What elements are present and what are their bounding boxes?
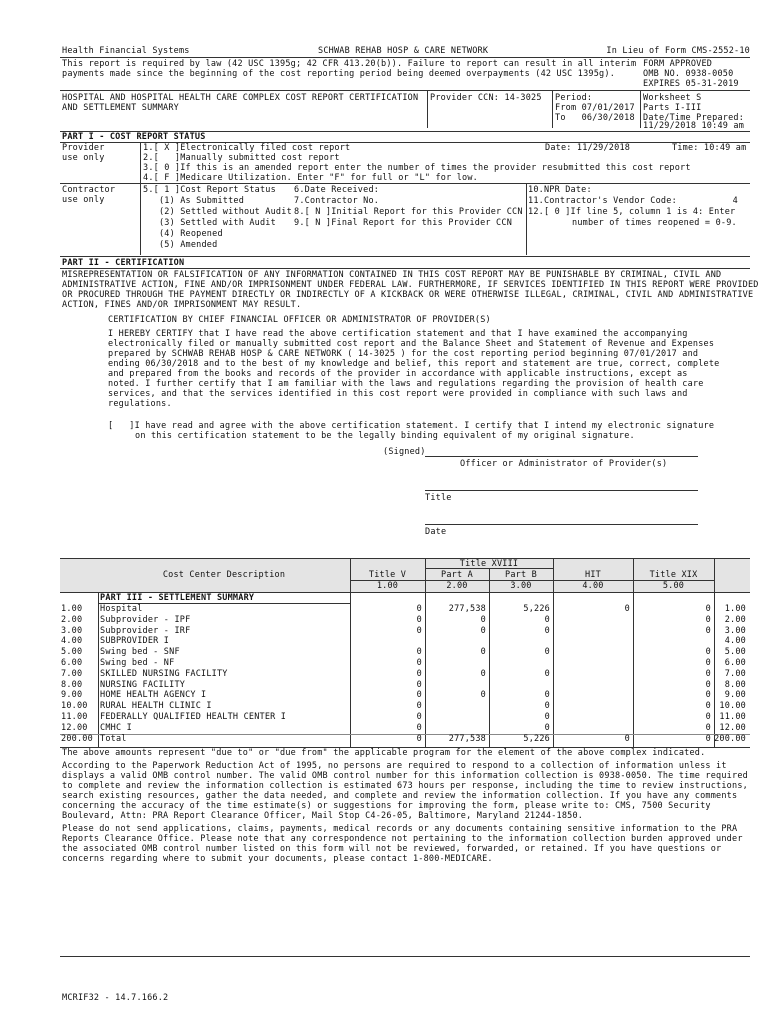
contractor-use-label: use only [62, 195, 105, 205]
table-cell-value: 0 [416, 604, 422, 614]
status-option: (4) Reopened [143, 229, 223, 239]
esignature-checkbox[interactable]: [ ]I have read and agree with the above certification statement. I certify that I intend my electronic signature [108, 421, 715, 431]
table-cell-value: 0 [480, 647, 486, 658]
col-header-part-b: Part B [505, 570, 537, 580]
table-cell-value: 0 [544, 625, 550, 636]
medicare-utilization-field[interactable]: 4.[ F ]Medicare Utilization. Enter "F" for full or "L" for low. [143, 173, 478, 183]
initial-report-field[interactable]: 8.[ N ]Initial Report for this Provider CCN [294, 207, 523, 217]
table-cell-value: 0 [416, 733, 422, 744]
esignature-text: on this certification statement to be the legally binding equivalent of my original signature. [135, 431, 635, 441]
part1-divider [140, 183, 141, 255]
row-number-right: 12.00 [719, 722, 746, 733]
table-col-divider [553, 558, 554, 747]
cost-center-description: Subprovider - IPF [100, 614, 191, 625]
title-block-top-rule [60, 90, 750, 91]
row-number-right: 2.00 [724, 614, 746, 625]
header-system-name: Health Financial Systems [62, 46, 190, 56]
row-number: 12.00 [61, 722, 88, 733]
table-cell-value: 0 [705, 604, 711, 614]
table-cell-value: 0 [705, 647, 711, 658]
col-number: 3.00 [510, 581, 532, 591]
row-number: 7.00 [61, 668, 83, 679]
form-approved: FORM APPROVED [643, 59, 713, 69]
certification-text: noted. I further certify that I am familiar with the laws and regulations regarding the provision of health care [108, 379, 704, 389]
table-cell-value: 0 [416, 712, 422, 722]
cost-center-description: Hospital [100, 604, 143, 614]
date-line[interactable] [425, 524, 698, 525]
cost-center-description: Swing bed - SNF [100, 647, 180, 658]
table-cell-value: 0 [624, 733, 630, 744]
title-block-divider [552, 90, 553, 128]
part2-heading: PART II - CERTIFICATION [62, 258, 185, 268]
row-number: 6.00 [61, 658, 83, 668]
title18-header: Title XVIII [459, 559, 519, 569]
warning-text: ADMINISTRATIVE ACTION, FINE AND/OR IMPRISONMENT UNDER FEDERAL LAW. FURTHERMORE, IF SERVICES IDENTIFIED IN THIS REPORT WERE PROVIDED [62, 280, 759, 290]
table-col-divider [489, 568, 490, 747]
row-number: 9.00 [61, 690, 83, 701]
status-option: (3) Settled with Audit [143, 218, 276, 228]
warning-text: OR PROCURED THROUGH THE PAYMENT DIRECTLY OR INDIRECTLY OF A KICKBACK OR WERE OTHERWISE ILLEGAL, CRIMINAL, CIVIL AND ADMINISTRATIVE [62, 290, 754, 300]
pra-notice: concerns regarding where to submit your documents, please contact 1-800-MEDICARE. [62, 854, 493, 864]
certification-text: electronically filed or manually submitted cost report and the Balance Sheet and Statement of Revenue and Expenses [108, 339, 715, 349]
table-cell-value: 5,226 [523, 604, 550, 614]
table-cell-value: 277,538 [448, 733, 486, 744]
pra-notice: the associated OMB control number listed on this form will not be reviewed, forwarded, or retained. If you have questions or [62, 844, 722, 854]
table-col-divider [350, 558, 351, 747]
part2-heading-rule [60, 268, 750, 269]
filing-date: Date: 11/29/2018 [545, 143, 631, 153]
cost-center-description: RURAL HEALTH CLINIC I [100, 701, 212, 712]
table-cell-value: 0 [705, 625, 711, 636]
certification-text: I HEREBY CERTIFY that I have read the above certification statement and that I have examined the accompanying [108, 329, 688, 339]
report-title: HOSPITAL AND HOSPITAL HEALTH CARE COMPLEX COST REPORT CERTIFICATION [62, 93, 419, 103]
table-cell-value: 0 [705, 614, 711, 625]
part2-top-rule [60, 256, 750, 257]
table-cell-value: 0 [705, 690, 711, 701]
final-report-field[interactable]: 9.[ N ]Final Report for this Provider CCN [294, 218, 513, 228]
contractor-number: 7.Contractor No. [294, 196, 380, 206]
due-note: The above amounts represent "due to" or "due from" the applicable program for the element of the above complex indicated. [62, 748, 706, 758]
cost-center-description: CMHC I [100, 722, 132, 733]
table-cell-value: 0 [544, 647, 550, 658]
form-id: MCRIF32 - 14.7.166.2 [62, 993, 169, 1003]
row-number-right: 11.00 [719, 712, 746, 722]
col-number: 4.00 [582, 581, 604, 591]
row-number-right: 7.00 [724, 668, 746, 679]
col-header-part-a: Part A [441, 570, 473, 580]
date-prepared-label: Date/Time Prepared: [643, 113, 745, 123]
table-col-divider [633, 558, 634, 747]
report-subtitle: AND SETTLEMENT SUMMARY [62, 103, 179, 113]
vendor-code-label: 11.Contractor's Vendor Code: [528, 196, 677, 206]
table-cell-value: 0 [705, 733, 711, 744]
table-cell-value: 0 [544, 690, 550, 701]
paperwork-notice: According to the Paperwork Reduction Act of 1995, no persons are required to respond to a collection of information unless it [62, 761, 727, 771]
table-cell-value: 0 [544, 668, 550, 679]
title-block-divider [427, 90, 428, 128]
part3-heading: PART III - SETTLEMENT SUMMARY [100, 593, 255, 603]
paperwork-notice: displays a valid OMB control number. The valid OMB control number for this information collection is 0938-0050. The time required [62, 771, 748, 781]
warning-text: MISREPRESENTATION OR FALSIFICATION OF ANY INFORMATION CONTAINED IN THIS COST REPORT MAY BE PUNISHABLE BY CRIMINAL, CIVIL AND [62, 270, 722, 280]
provider-use-label: Provider [62, 143, 105, 153]
status-option: (1) As Submitted [143, 196, 245, 206]
certification-text: regulations. [108, 399, 172, 409]
worksheet-label: Worksheet S [643, 93, 702, 103]
part1-heading: PART I - COST REPORT STATUS [62, 132, 206, 142]
table-cell-value: 0 [480, 614, 486, 625]
vendor-code-value: 4 [732, 196, 738, 206]
signature-line[interactable] [425, 456, 698, 457]
expiration-date: EXPIRES 05-31-2019 [643, 79, 739, 89]
table-cell-value: 0 [544, 722, 550, 733]
pra-notice: Reports Clearance Office. Please note that any correspondence not pertaining to the information collection burden approved under [62, 834, 743, 844]
part1-divider [526, 183, 527, 255]
title-block-divider [640, 90, 641, 128]
row-number-right: 10.00 [719, 701, 746, 712]
contractor-use-label: Contractor [62, 185, 116, 195]
period-to: To 06/30/2018 [555, 113, 635, 123]
cost-center-description: Total [100, 733, 127, 744]
paperwork-notice: concerning the accuracy of the time estimate(s) or suggestions for improving the form, please write to: CMS, 7500 Security [62, 801, 711, 811]
period-label: Period: [555, 93, 593, 103]
status-option: (5) Amended [143, 240, 218, 250]
table-cell-value: 0 [544, 712, 550, 722]
col-number: 1.00 [376, 581, 399, 591]
row-number-right: 200.00 [714, 733, 746, 744]
table-cell-value: 0 [705, 658, 711, 668]
date-received: 6.Date Received: [294, 185, 380, 195]
table-cell-value: 277,538 [448, 604, 486, 614]
table-col-divider [425, 558, 426, 747]
provider-ccn: Provider CCN: 14-3025 [430, 93, 542, 103]
row-number: 200.00 [61, 733, 93, 744]
paperwork-notice: Boulevard, Attn: PRA Report Clearance Officer, Mail Stop C4-26-05, Baltimore, Maryland 21244-1850. [62, 811, 584, 821]
part1-mid-rule [60, 183, 750, 184]
part1-divider [140, 142, 141, 183]
cost-center-description: Subprovider - IRF [100, 625, 191, 636]
col-number: 2.00 [446, 581, 468, 591]
row-number: 1.00 [61, 604, 83, 614]
header-notice-line1: This report is required by law (42 USC 1395g; 42 CFR 413.20(b)). Failure to report can result in all interim [62, 59, 637, 69]
col-header-title5: Title V [368, 570, 407, 580]
cost-center-description: NURSING FACILITY [100, 679, 186, 690]
signed-label: (Signed) [383, 447, 426, 457]
title-line[interactable] [425, 490, 698, 491]
table-cell-value: 0 [544, 614, 550, 625]
row-number: 11.00 [61, 712, 88, 722]
table-cell-value: 0 [416, 679, 422, 690]
col-number: 5.00 [662, 581, 685, 591]
table-cell-value: 0 [624, 604, 630, 614]
row-number: 4.00 [61, 636, 83, 647]
row-number-right: 8.00 [724, 679, 746, 690]
col-header-title19: Title XIX [649, 570, 698, 580]
row-number: 3.00 [61, 625, 83, 636]
table-cell-value: 0 [480, 668, 486, 679]
row-number-right: 1.00 [724, 604, 746, 614]
amended-report-field[interactable]: 3.[ 0 ]If this is an amended report enter the number of times the provider resubmitted this cost report [143, 163, 691, 173]
total-rule [60, 734, 750, 735]
table-cell-value: 0 [705, 668, 711, 679]
col-header-description: Cost Center Description [162, 570, 286, 580]
certification-text: and prepared from the books and records of the provider in accordance with applicable instructions, except as [108, 369, 688, 379]
table-cell-value: 0 [480, 625, 486, 636]
filing-time: Time: 10:49 am [672, 143, 747, 153]
cost-report-status[interactable]: 5.[ 1 ]Cost Report Status [143, 185, 276, 195]
pra-notice: Please do not send applications, claims, payments, medical records or any documents containing sensitive information to the PRA [62, 824, 738, 834]
table-top-rule [60, 558, 750, 559]
parts-label: Parts I-III [643, 103, 702, 113]
row-number: 5.00 [61, 647, 83, 658]
manual-filing-checkbox[interactable]: 2.[ ]Manually submitted cost report [143, 153, 340, 163]
warning-text: ACTION, FINES AND/OR IMPRISONMENT MAY RESULT. [62, 300, 302, 310]
table-col-divider [714, 558, 715, 747]
row-number: 8.00 [61, 679, 83, 690]
omb-number: OMB NO. 0938-0050 [643, 69, 734, 79]
table-cell-value: 0 [705, 701, 711, 712]
date-prepared-value: 11/29/2018 10:49 am [643, 121, 745, 131]
table-col-divider [98, 592, 99, 747]
row-number-right: 5.00 [724, 647, 746, 658]
certification-text: ending 06/30/2018 and to the best of my knowledge and belief, this report and statement are true, correct, complete [108, 359, 720, 369]
table-cell-value: 0 [416, 690, 422, 701]
row-number-right: 3.00 [724, 625, 746, 636]
row-number-right: 6.00 [724, 658, 746, 668]
table-cell-value: 0 [416, 658, 422, 668]
electronic-filing-checkbox[interactable]: 1.[ X ]Electronically filed cost report [143, 143, 351, 153]
table-cell-value: 0 [480, 690, 486, 701]
footer-rule [60, 956, 750, 957]
header-provider-name: SCHWAB REHAB HOSP & CARE NETWORK [318, 46, 489, 56]
certification-heading: CERTIFICATION BY CHIEF FINANCIAL OFFICER OR ADMINISTRATOR OF PROVIDER(S) [108, 315, 491, 325]
times-reopened-field[interactable]: 12.[ 0 ]If line 5, column 1 is 4: Enter [528, 207, 736, 217]
col-header-hit: HIT [585, 570, 601, 580]
cost-center-description: FEDERALLY QUALIFIED HEALTH CENTER I [100, 712, 287, 722]
table-cell-value: 0 [416, 614, 422, 625]
row-number: 10.00 [61, 701, 88, 712]
table-cell-value: 0 [705, 679, 711, 690]
header-notice-line2: payments made since the beginning of the cost reporting period being deemed overpayments (42 USC 1395g). [62, 69, 616, 79]
header-form-number: In Lieu of Form CMS-2552-10 [606, 46, 750, 56]
row-number-right: 4.00 [724, 636, 746, 647]
status-option: (2) Settled without Audit [143, 207, 292, 217]
date-label: Date [425, 527, 447, 537]
cost-center-description: SKILLED NURSING FACILITY [100, 668, 228, 679]
table-cell-value: 5,226 [523, 733, 550, 744]
row-number-right: 9.00 [724, 690, 746, 701]
paperwork-notice: search existing resources, gather the data needed, and complete and review the information collection. If you have any comments [62, 791, 738, 801]
certification-text: services, and that the services identified in this cost report were provided in compliance with such laws and [108, 389, 688, 399]
table-cell-value: 0 [705, 722, 711, 733]
cost-center-description: SUBPROVIDER I [100, 636, 170, 647]
table-cell-value: 0 [705, 712, 711, 722]
table-cell-value: 0 [544, 701, 550, 712]
officer-label: Officer or Administrator of Provider(s) [460, 459, 668, 469]
period-from: From 07/01/2017 [555, 103, 635, 113]
table-cell-value: 0 [416, 722, 422, 733]
cost-center-description: Swing bed - NF [100, 658, 175, 668]
npr-date: 10.NPR Date: [528, 185, 592, 195]
times-reopened-note: number of times reopened = 0-9. [572, 218, 737, 228]
provider-use-label: use only [62, 153, 105, 163]
table-cell-value: 0 [416, 668, 422, 679]
header-rule [60, 57, 750, 58]
paperwork-notice: to complete and review the information collection is estimated 673 hours per response, including the time to review instructions, [62, 781, 748, 791]
title-label: Title [425, 493, 452, 503]
table-cell-value: 0 [416, 647, 422, 658]
cost-center-description: HOME HEALTH AGENCY I [100, 690, 207, 701]
row-number: 2.00 [61, 614, 83, 625]
certification-text: prepared by SCHWAB REHAB HOSP & CARE NETWORK ( 14-3025 ) for the cost reporting period beginning 07/01/2017 and [108, 349, 699, 359]
table-cell-value: 0 [416, 625, 422, 636]
table-cell-value: 0 [416, 701, 422, 712]
